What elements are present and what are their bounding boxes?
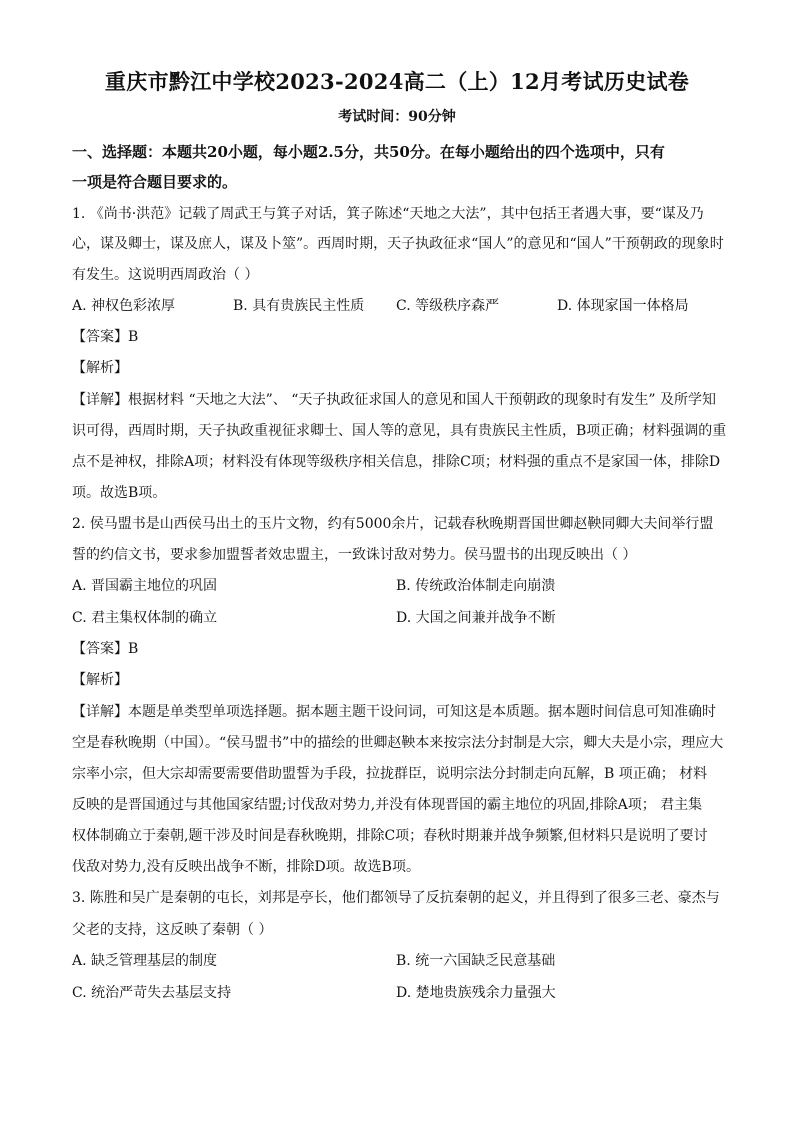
q1-analysis-label: 【解析】 — [72, 360, 128, 376]
q3-option-a: A. 缺乏管理基层的制度 — [72, 953, 218, 969]
q3-option-b: B. 统一六国缺乏民意基础 — [396, 953, 556, 969]
q1-option-b: B. 具有贵族民主性质 — [233, 298, 365, 314]
q3-option-d: D. 楚地贵族残余力量强大 — [396, 985, 556, 1001]
q1-answer: 【答案】B — [72, 329, 139, 345]
section-heading-line1: 一、选择题：本题共20小题，每小题2.5分，共50分。在每小题给出的四个选项中，只有 — [72, 143, 665, 161]
q2-answer: 【答案】B — [72, 641, 139, 657]
q2-detail-line6: 伐敌对势力,没有反映出战争不断，排除D项。故选B项。 — [72, 859, 420, 875]
q2-option-b: B. 传统政治体制走向崩溃 — [396, 578, 556, 594]
q1-detail-line2: 识可得，西周时期，天子执政重视征求卿士、国人等的意见，具有贵族民主性质，B项正确；材料强调的重 — [72, 423, 727, 439]
q1-option-c: C. 等级秩序森严 — [396, 298, 500, 314]
q3-option-c: C. 统治严苛失去基层支持 — [72, 985, 232, 1001]
q3-stem-line1: 3. 陈胜和吴广是秦朝的屯长，刘邦是亭长，他们都领导了反抗秦朝的起义，并且得到了很多三老、豪杰与 — [72, 890, 720, 906]
q1-detail-line4: 项。故选B项。 — [72, 485, 167, 501]
q1-option-a: A. 神权色彩浓厚 — [72, 298, 176, 314]
exam-duration: 考试时间：90分钟 — [338, 109, 456, 125]
q1-detail-line1: 【详解】根据材料 “天地之大法”、 “天子执政征求国人的意见和国人干预朝政的现象时有发生” 及所学知 — [72, 392, 716, 408]
section-heading-line2: 一项是符合题目要求的。 — [72, 173, 238, 191]
q2-option-c: C. 君主集权体制的确立 — [72, 610, 218, 626]
q2-detail-line1: 【详解】本题是单类型单项选择题。据本题主题干设问词，可知这是本质题。据本题时间信息可知准确时 — [72, 704, 716, 720]
q2-option-a: A. 晋国霸主地位的巩固 — [72, 578, 218, 594]
q1-stem-line2: 心，谋及卿士，谋及庶人，谋及卜筮”。西周时期，天子执政征求“国人”的意见和“国人”干预朝政的现象时 — [72, 236, 724, 252]
q2-analysis-label: 【解析】 — [72, 672, 128, 688]
page-title: 重庆市黔江中学校2023-2024高二（上）12月考试历史试卷 — [104, 69, 690, 94]
q3-stem-line2: 父老的支持，这反映了秦朝（ ） — [72, 922, 273, 938]
q1-stem-line1: 1. 《尚书·洪范》记载了周武王与箕子对话，箕子陈述“天地之大法”，其中包括王者遇大事，要“谋及乃 — [72, 206, 704, 222]
q2-detail-line5: 权体制确立于秦朝,题干涉及时间是春秋晚期，排除C项；春秋时期兼并战争频繁,但材料只是说明了要讨 — [72, 828, 708, 844]
q1-stem-line3: 有发生。这说明西周政治（ ） — [72, 267, 259, 283]
q1-detail-line3: 点不是神权，排除A项；材料没有体现等级秩序相关信息，排除C项；材料强的重点不是家国一体，排除D — [72, 454, 721, 470]
q2-stem-line1: 2. 侯马盟书是山西侯马出土的玉片文物，约有5000余片，记载春秋晚期晋国世卿赵鞅同卿大夫间举行盟 — [72, 516, 714, 532]
q2-detail-line3: 宗率小宗，但大宗却需要需要借助盟誓为手段，拉拢群臣，说明宗法分封制走向瓦解，B 项正确； 材料 — [72, 766, 708, 782]
q2-stem-line2: 誓的约信文书，要求参加盟誓者效忠盟主，一致诛讨敌对势力。侯马盟书的出现反映出（ ） — [72, 547, 637, 563]
q2-option-d: D. 大国之间兼并战争不断 — [396, 610, 556, 626]
q2-detail-line4: 反映的是晋国通过与其他国家结盟;讨伐敌对势力,并没有体现晋国的霸主地位的巩固,排除A项； 君主集 — [72, 797, 703, 813]
q1-option-d: D. 体现家国一体格局 — [557, 298, 689, 314]
q2-detail-line2: 空是春秋晚期（中国）。“侯马盟书”中的描绘的世卿赵鞅本来按宗法分封制是大宗，卿大夫是小宗，理应大 — [72, 735, 724, 751]
